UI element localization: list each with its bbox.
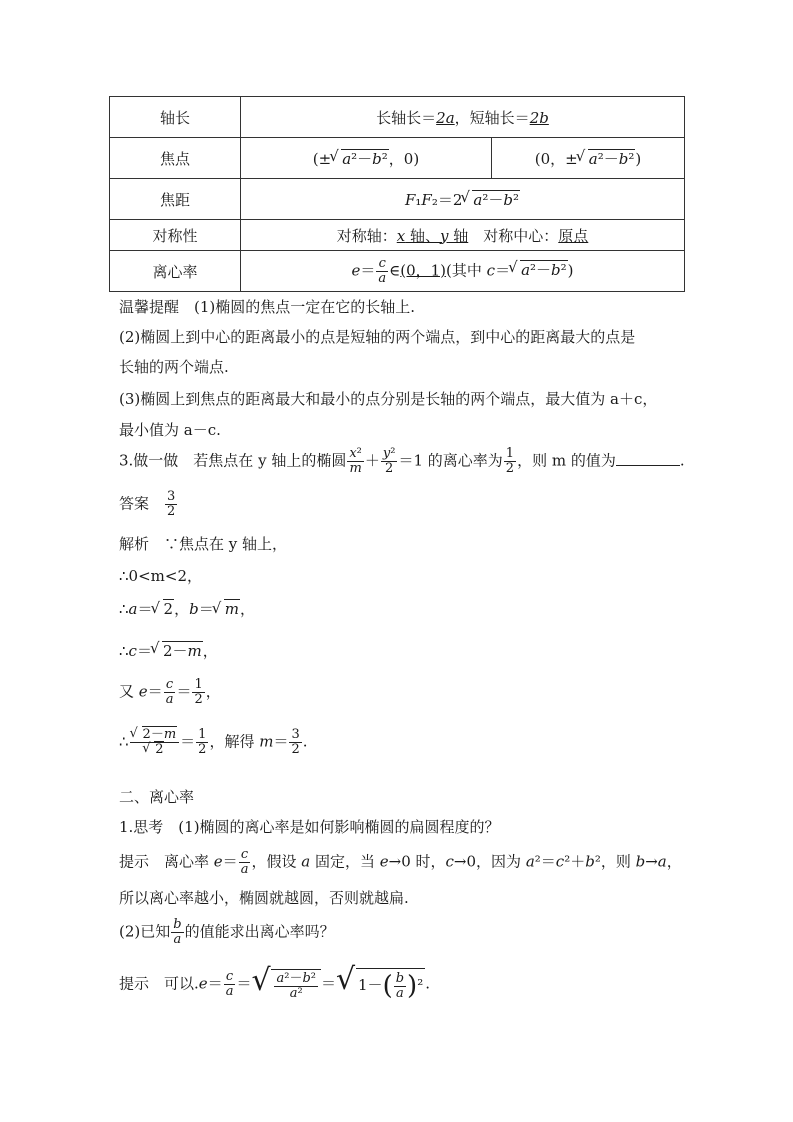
row-value-eccentricity: e＝ $\frac{c}{a}$ ∈(0，1)(其中 c＝√ a²－b²) [241, 251, 685, 292]
note-line-1: 温馨提醒 (1)椭圆的焦点一定在它的长轴上. [119, 298, 416, 316]
answer-line [119, 490, 178, 519]
row-label-focal: 焦距 [110, 179, 241, 220]
note-line-2: (2)椭圆上到中心的距离最小的点是短轴的两个端点，到中心的距离最大的点是 [119, 328, 636, 346]
solution-line-1: 解析 ∵焦点在 y 轴上， [119, 535, 288, 553]
row-value-symmetry: 对称轴：x 轴、y 轴 对称中心：原点 [241, 220, 685, 251]
solution-line-6: ∴ √ 2－m √ 2 ＝ $\frac{1}{2}$ ，解得 m＝ $\frac{3}{2}$ . [119, 728, 308, 757]
question-3: 3.做一做 若焦点在 y 轴上的椭圆 $\frac{\text{x²}}{m}$ ＋ $\frac{\text{y²}}{2}$ ＝1 的离心率为 $\frac{1}{2}$ ，则 m 的值为 . [119, 446, 685, 476]
solution-line-4: ∴c＝√ 2－m， [119, 640, 218, 661]
row-value-focal: F₁F₂＝2√ a²－b² [241, 179, 685, 220]
think-question-2: (2)已知 $\frac{b}{a}$ 的值能求出离心率吗？ [119, 917, 335, 947]
solution-line-2: ∴0<m<2， [119, 567, 202, 585]
row-label-axis: 轴长 [110, 97, 241, 138]
answer-denominator: 2 [167, 504, 176, 519]
table-row [110, 97, 685, 138]
row-value-foci-y: (0，±√ a²－b²) [492, 138, 685, 179]
table-row [110, 179, 685, 220]
answer-blank[interactable] [616, 451, 680, 466]
answer-label: 答案 [119, 494, 150, 513]
answer-numerator: 3 [167, 489, 176, 504]
hint-1-line-1: 提示 离心率 e＝ $\frac{c}{a}$ ，假设 a 固定，当 e→0 时，c→0，因为 a²＝c²＋b²，则 b→a， [119, 847, 682, 877]
q3-mid: ＝1 的离心率为 [398, 451, 503, 470]
section-heading: 二、离心率 [119, 788, 195, 806]
q3-end: . [679, 451, 685, 470]
hint-2: 提示 可以.e＝ $\frac{c}{a}$ ＝ √ $\frac{\text{a²－b²}}{\text{a²}}$ ＝√ 1－( $\frac{b}{a}$ )² . [119, 968, 430, 1001]
solution-line-5: 又 e＝ $\frac{c}{a}$ ＝ $\frac{1}{2}$ ， [119, 677, 221, 707]
table-row [110, 251, 685, 292]
ellipse-properties-table [109, 96, 685, 292]
note-line-4: (3)椭圆上到焦点的距离最大和最小的点分别是长轴的两个端点，最大值为 a＋c， [119, 390, 658, 408]
hint-1-line-2: 所以离心率越小，椭圆就越圆，否则就越扁. [119, 889, 409, 907]
row-label-foci: 焦点 [110, 138, 241, 179]
q3-prefix: 3.做一做 若焦点在 y 轴上的椭圆 [119, 451, 347, 470]
row-value-axis: 长轴长＝2a，短轴长＝2b [241, 97, 685, 138]
note-line-3: 长轴的两个端点. [119, 358, 229, 376]
row-label-eccentricity: 离心率 [110, 251, 241, 292]
row-label-symmetry: 对称性 [110, 220, 241, 251]
think-question-1: 1.思考 (1)椭圆的离心率是如何影响椭圆的扁圆程度的？ [119, 818, 500, 836]
row-value-foci-x: (±√ a²－b²，0) [241, 138, 492, 179]
note-line-5: 最小值为 a－c. [119, 421, 221, 439]
table-row [110, 138, 685, 179]
q3-suffix: ，则 m 的值为 [517, 451, 616, 470]
solution-line-3: ∴a＝√ 2，b＝√ m， [119, 598, 255, 619]
table-row [110, 220, 685, 251]
